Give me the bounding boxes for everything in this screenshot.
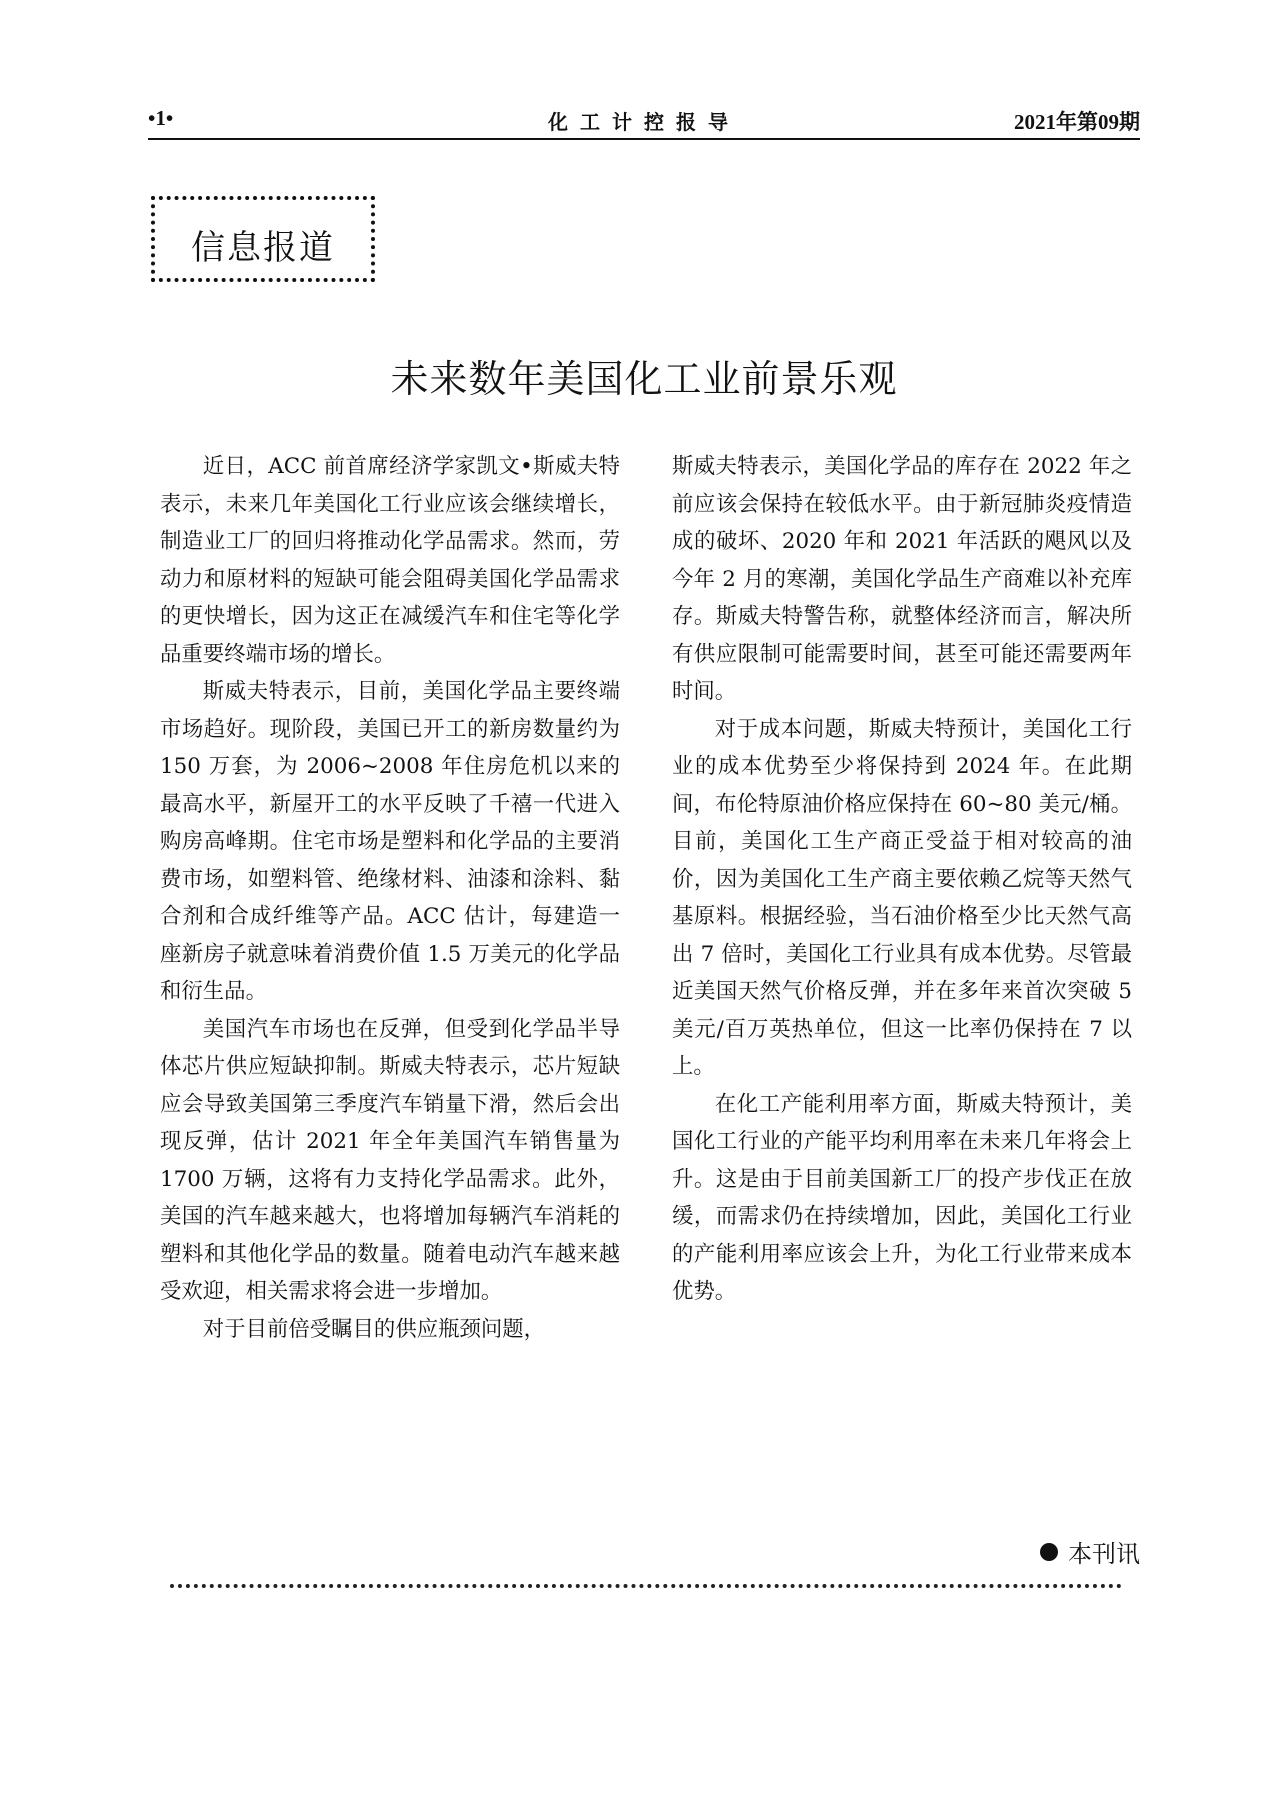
bullet-icon bbox=[1040, 1543, 1058, 1561]
paragraph: 斯威夫特表示，目前，美国化学品主要终端市场趋好。现阶段，美国已开工的新房数量约为 150 万套，为 2006~2008 年住房危机以来的最高水平，新屋开工的水平反映了千禧一代进入购房高峰期。住宅市场是塑料和化学品的主要消费市场，如塑料管、绝缘材料、油漆和涂料、黏合剂和合成纤维等产品。ACC 估计，每建造一座新房子就意味着消费价值 1.5 万美元的化学品和衍生品。 bbox=[160, 679, 620, 1004]
article-column-left bbox=[160, 448, 620, 1348]
paragraph: 对于目前倍受瞩目的供应瓶颈问题， bbox=[202, 1316, 546, 1342]
article-column-right bbox=[672, 448, 1132, 1311]
footer-divider bbox=[170, 1584, 1122, 1588]
paragraph: 对于成本问题，斯威夫特预计，美国化工行业的成本优势至少将保持到 2024 年。在此期间，布伦特原油价格应保持在 60~80 美元/桶。目前，美国化工生产商正受益于相对较高的油价，因为美国化工生产商主要依赖乙烷等天然气基原料。根据经验，当石油价格至少比天然气高出 7 倍时，美国化工行业具有成本优势。尽管最近美国天然气价格反弹，并在多年来首次突破 5 美元/百万英热单位，但这一比率仍保持在 7 以上。 bbox=[672, 716, 1132, 1079]
article-source bbox=[1040, 1534, 1140, 1569]
paragraph-continuation: 斯威夫特表示，美国化学品的库存在 2022 年之前应该会保持在较低水平。由于新冠肺炎疫情造成的破坏、2020 年和 2021 年活跃的飓风以及今年 2 月的寒潮，美国化学品生产商难以补充库存。斯威夫特警告称，就整体经济而言，解决所有供应限制可能需要时间，甚至可能还需要两年时间。 bbox=[672, 454, 1132, 704]
paragraph: 在化工产能利用率方面，斯威夫特预计，美国化工行业的产能平均利用率在未来几年将会上升。这是由于目前美国新工厂的投产步伐正在放缓，而需求仍在持续增加，因此，美国化工行业的产能利用率应该会上升，为化工行业带来成本优势。 bbox=[672, 1091, 1132, 1304]
header-divider bbox=[148, 138, 1140, 140]
paragraph: 美国汽车市场也在反弹，但受到化学品半导体芯片供应短缺抑制。斯威夫特表示，芯片短缺应会导致美国第三季度汽车销量下滑，然后会出现反弹，估计 2021 年全年美国汽车销售量为 1700 万辆，这将有力支持化学品需求。此外，美国的汽车越来越大，也将增加每辆汽车消耗的塑料和其他化学品的数量。随着电动汽车越来越受欢迎，相关需求将会进一步增加。 bbox=[160, 1016, 620, 1304]
page-header bbox=[148, 104, 1140, 136]
journal-name: 化工计控报导 bbox=[548, 110, 740, 134]
page-number: •1• bbox=[148, 106, 174, 130]
paragraph: 近日，ACC 前首席经济学家凯文•斯威夫特表示，未来几年美国化工行业应该会继续增长，制造业工厂的回归将推动化学品需求。然而，劳动力和原材料的短缺可能会阻碍美国化学品需求的更快增长，因为这正在减缓汽车和住宅等化学品重要终端市场的增长。 bbox=[160, 454, 620, 667]
section-label: 信息报道 bbox=[191, 228, 335, 268]
source-label: 本刊讯 bbox=[1068, 1540, 1140, 1568]
issue-number: 2021年第09期 bbox=[1014, 110, 1140, 134]
section-label-box bbox=[151, 196, 375, 282]
article-title: 未来数年美国化工业前景乐观 bbox=[390, 357, 898, 401]
